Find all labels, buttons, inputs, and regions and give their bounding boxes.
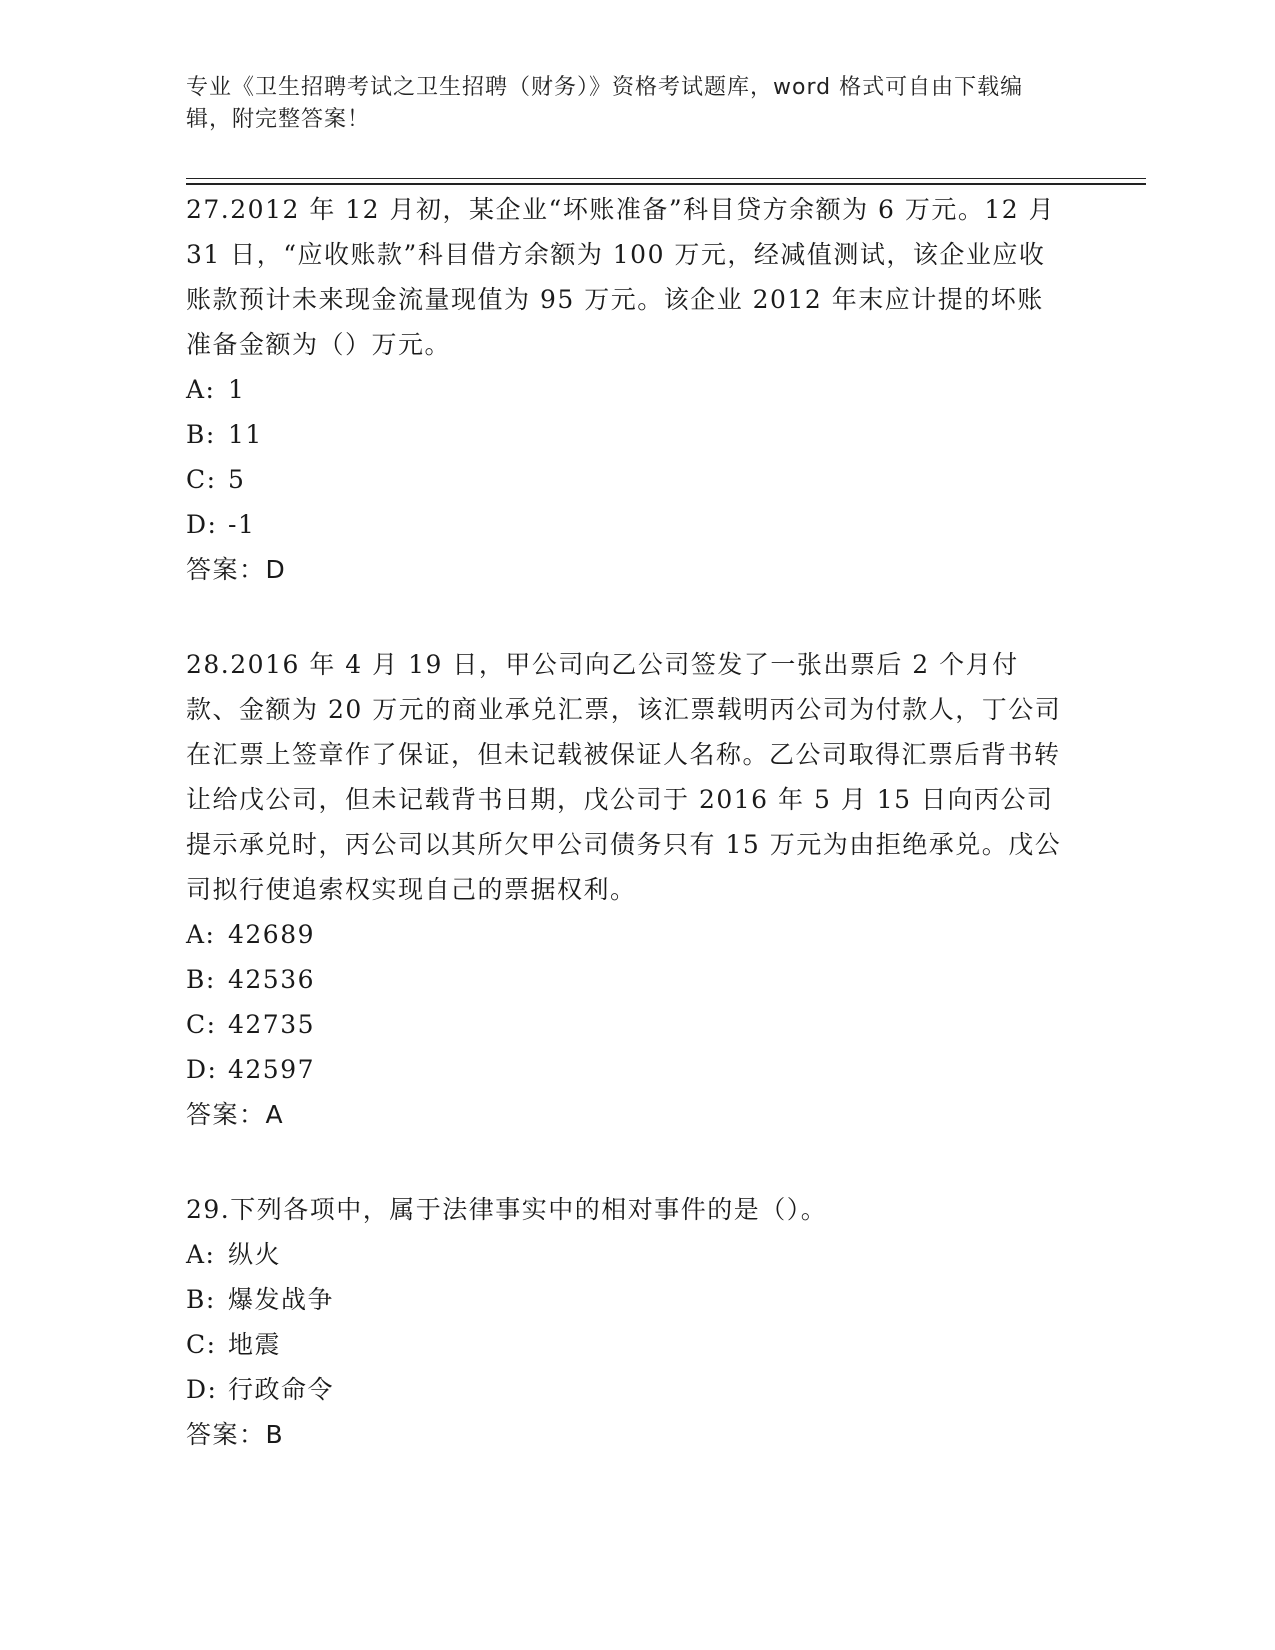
option-key: D:: [186, 510, 218, 539]
question-stem: 28.2016 年 4 月 19 日，甲公司向乙公司签发了一张出票后 2 个月付款、金额为 20 万元的商业承兑汇票，该汇票载明丙公司为付款人，丁公司在汇票上签章作了保证，但未记载被保证人名称。乙公司取得汇票后背书转让给戊公司，但未记载背书日期，戊公司于 2016 年 5 月 15 日向丙公司提示承兑时，丙公司以其所欠甲公司债务只有 15 万元为由拒绝承兑。戊公司拟行使追索权实现自己的票据权利。: [186, 650, 1062, 904]
option-a: [186, 1232, 1066, 1277]
option-key: B:: [186, 1285, 216, 1314]
option-text: 纵火: [228, 1240, 282, 1269]
option-key: C:: [186, 1010, 217, 1039]
option-d: [186, 1047, 1066, 1092]
answer-line: 答案：D: [186, 555, 287, 584]
question-29: [186, 1187, 1066, 1457]
option-key: D:: [186, 1375, 218, 1404]
option-text: 42689: [228, 920, 316, 949]
option-c: [186, 457, 1066, 502]
option-text: 11: [228, 420, 263, 449]
option-text: 地震: [228, 1330, 282, 1359]
option-key: C:: [186, 1330, 217, 1359]
question-27: [186, 187, 1066, 592]
option-c: [186, 1002, 1066, 1047]
option-key: B:: [186, 420, 216, 449]
option-text: 42735: [228, 1010, 316, 1039]
option-text: 42536: [228, 965, 316, 994]
option-key: B:: [186, 965, 216, 994]
option-text: 1: [228, 375, 246, 404]
question-28: [186, 642, 1066, 1137]
header-divider-thin: [186, 178, 1146, 179]
option-key: A:: [186, 1240, 216, 1269]
option-key: D:: [186, 1055, 218, 1084]
document-header: 专业《卫生招聘考试之卫生招聘（财务）》资格考试题库，word 格式可自由下载编辑，附完整答案！: [186, 75, 1024, 132]
option-d: [186, 502, 1066, 547]
option-text: 爆发战争: [228, 1285, 335, 1314]
option-b: [186, 412, 1066, 457]
question-stem: 29.下列各项中，属于法律事实中的相对事件的是（）。: [186, 1195, 828, 1224]
option-a: [186, 367, 1066, 412]
option-text: 行政命令: [228, 1375, 335, 1404]
option-d: [186, 1367, 1066, 1412]
option-b: [186, 1277, 1066, 1322]
option-text: 42597: [228, 1055, 316, 1084]
header-divider-thick: [186, 183, 1146, 185]
option-key: C:: [186, 465, 217, 494]
option-text: -1: [228, 510, 256, 539]
option-c: [186, 1322, 1066, 1367]
answer-line: 答案：B: [186, 1420, 285, 1449]
option-key: A:: [186, 920, 216, 949]
question-stem: 27.2012 年 12 月初，某企业“坏账准备”科目贷方余额为 6 万元。12 月 31 日，“应收账款”科目借方余额为 100 万元，经减值测试，该企业应收账款预计未来现金流量现值为 95 万元。该企业 2012 年末应计提的坏账准备金额为（）万元。: [186, 195, 1056, 359]
option-text: 5: [228, 465, 246, 494]
option-b: [186, 957, 1066, 1002]
answer-line: 答案：A: [186, 1100, 285, 1129]
option-a: [186, 912, 1066, 957]
option-key: A:: [186, 375, 216, 404]
